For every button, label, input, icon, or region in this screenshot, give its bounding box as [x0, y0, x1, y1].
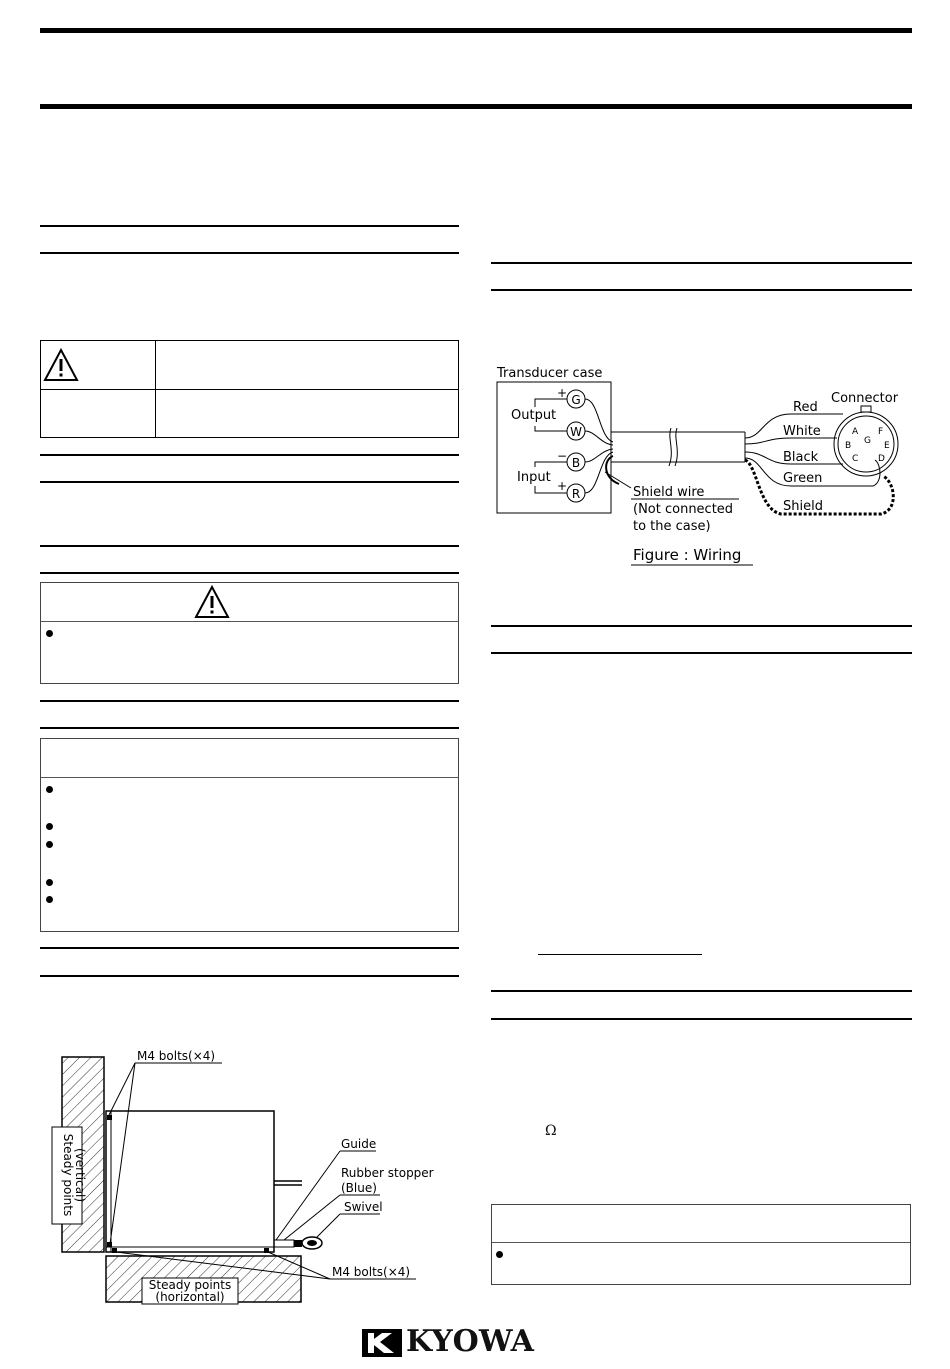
section-rule	[40, 572, 459, 574]
pin-a: A	[852, 427, 859, 437]
section-rule	[40, 700, 459, 702]
wire-green: Green	[783, 471, 823, 486]
section-rule	[40, 727, 459, 729]
brand-name: KYOWA	[406, 1324, 534, 1359]
pin-e: E	[884, 441, 890, 451]
not-connected-label: (Not connected	[633, 502, 734, 517]
wiring-figure	[491, 360, 911, 575]
not-connected-label-2: to the case)	[633, 519, 711, 534]
terminal-w-label: W	[570, 425, 582, 439]
steady-horizontal-label-2: (horizontal)	[155, 1290, 225, 1304]
section-rule	[40, 545, 459, 547]
header-top-rule	[40, 28, 912, 33]
rubber-stopper-label: Rubber stopper	[341, 1166, 434, 1180]
pin-d: D	[878, 454, 885, 464]
wire-black: Black	[783, 450, 819, 465]
plus-sign: +	[557, 479, 568, 493]
wire-red: Red	[793, 400, 818, 415]
bullet	[496, 1251, 503, 1258]
terminal-r-label: R	[571, 487, 581, 501]
shield-wire-label: Shield wire	[633, 485, 705, 500]
section-rule	[491, 1018, 912, 1020]
wire-shield: Shield	[783, 499, 823, 514]
section-rule	[40, 252, 459, 254]
plus-sign: +	[557, 386, 568, 400]
bullet	[46, 630, 53, 637]
terminal-g-label: G	[571, 393, 581, 407]
caution-box	[40, 738, 459, 932]
wire-white: White	[783, 424, 821, 439]
bullet	[46, 879, 53, 886]
terminal-b-label: B	[571, 456, 581, 470]
section-rule	[40, 975, 459, 977]
section-rule	[40, 454, 459, 456]
bullet	[46, 823, 53, 830]
pin-c: C	[852, 454, 859, 464]
underline	[538, 954, 702, 955]
note-box	[491, 1204, 911, 1285]
transducer-case-label: Transducer case	[497, 366, 603, 381]
ohm-symbol: Ω	[545, 1123, 557, 1139]
m4-bolts-bottom-label: M4 bolts(×4)	[332, 1265, 411, 1279]
guide-label: Guide	[341, 1137, 377, 1151]
output-label: Output	[511, 408, 557, 423]
warning-box	[40, 582, 459, 684]
section-rule	[491, 262, 912, 264]
mounting-figure	[40, 1040, 460, 1320]
swivel-label: Swivel	[344, 1200, 383, 1214]
bullet	[46, 786, 53, 793]
pin-g: G	[864, 436, 871, 446]
bullet	[46, 896, 53, 903]
symbol-table	[40, 340, 459, 438]
steady-horizontal-label: Steady points	[148, 1278, 232, 1292]
section-rule	[40, 225, 459, 227]
section-rule	[491, 652, 912, 654]
minus-sign: −	[557, 449, 568, 463]
input-label: Input	[517, 470, 551, 485]
transducer-body	[106, 1111, 274, 1252]
connector-label: Connector	[831, 391, 899, 406]
section-rule	[491, 625, 912, 627]
pin-f: F	[878, 427, 884, 437]
section-rule	[491, 990, 912, 992]
warning-triangle-icon	[194, 585, 230, 619]
bullet	[46, 841, 53, 848]
section-rule	[40, 947, 459, 949]
section-rule	[40, 481, 459, 483]
section-rule	[491, 289, 912, 291]
figure-caption: Figure : Wiring	[633, 546, 742, 564]
steady-vertical-label: Steady points	[61, 1133, 75, 1217]
steady-vertical-label-2: (vertical)	[73, 1147, 87, 1203]
kyowa-logo-mark-icon	[362, 1329, 402, 1357]
warning-triangle-icon	[43, 347, 79, 383]
header-bottom-rule	[40, 104, 912, 109]
pin-b: B	[845, 441, 852, 451]
rubber-stopper-label-2: (Blue)	[341, 1181, 377, 1195]
m4-bolts-top-label: M4 bolts(×4)	[137, 1049, 216, 1063]
